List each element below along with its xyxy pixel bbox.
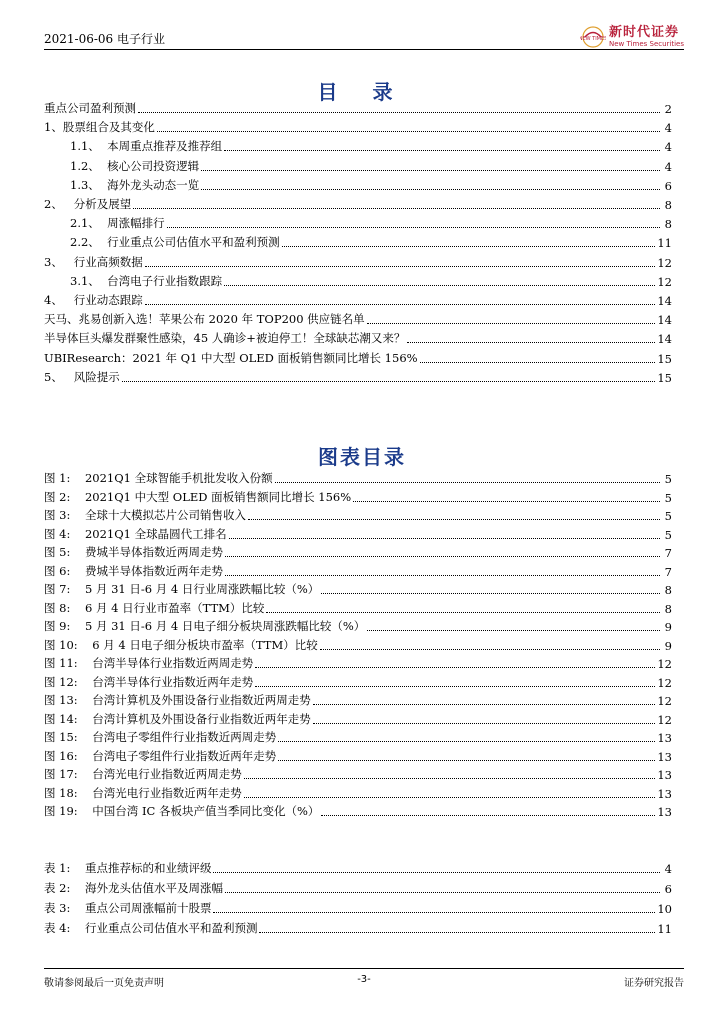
- entry-page: 13: [657, 768, 672, 782]
- toc-entry[interactable]: [44, 785, 672, 801]
- entry-label: 海外龙头动态一览: [99, 177, 200, 192]
- dot-leader: [353, 501, 660, 502]
- entry-page: 6: [664, 178, 672, 193]
- entry-label: 行业重点公司估值水平和盈利预测: [70, 921, 258, 935]
- page-header: [44, 24, 684, 50]
- toc-entry[interactable]: [44, 803, 672, 819]
- entry-page: 8: [664, 601, 672, 616]
- entry-label: 重点公司周涨幅前十股票: [70, 901, 212, 915]
- toc-entry[interactable]: [44, 766, 672, 782]
- footer-disclaimer: 敬请参阅最后一页免责声明: [44, 978, 164, 989]
- entry-page: 10: [657, 902, 672, 916]
- dot-leader: [278, 741, 655, 742]
- dot-leader: [133, 208, 660, 209]
- entry-page: 12: [657, 657, 672, 671]
- entry-number: 图 8:: [44, 600, 71, 615]
- toc-entry[interactable]: [44, 692, 672, 708]
- entry-page: 9: [664, 638, 672, 653]
- toc-entry[interactable]: [44, 489, 672, 505]
- entry-page: 15: [657, 370, 672, 385]
- entry-label: 股票组合及其变化: [62, 120, 155, 135]
- entry-label: 核心公司投资逻辑: [99, 158, 200, 173]
- entry-number: 2.1、: [70, 216, 100, 231]
- dot-leader: [313, 704, 656, 705]
- dot-leader: [244, 797, 656, 798]
- entry-page: 14: [657, 313, 672, 328]
- entry-number: 表 1:: [44, 861, 71, 875]
- toc-entry[interactable]: [44, 158, 672, 174]
- entry-number: 3.1、: [70, 273, 100, 288]
- entry-page: 12: [657, 694, 672, 708]
- toc-entry[interactable]: [44, 119, 672, 135]
- entry-label: 风险提示: [62, 369, 120, 384]
- dot-leader: [282, 246, 656, 247]
- toc-entry[interactable]: [44, 177, 672, 193]
- dot-leader: [278, 760, 655, 761]
- dot-leader: [367, 630, 660, 631]
- entry-label: 本周重点推荐及推荐组: [99, 139, 223, 154]
- entry-page: 4: [664, 159, 672, 174]
- toc-entry[interactable]: [44, 254, 672, 270]
- entry-label: 全球十大模拟芯片公司销售收入: [70, 508, 246, 522]
- entry-number: 图 15:: [44, 730, 78, 744]
- toc-entry[interactable]: [44, 900, 672, 916]
- dot-leader: [213, 912, 655, 913]
- toc-entry[interactable]: [44, 138, 672, 154]
- toc-entry[interactable]: [44, 618, 672, 634]
- entry-number: 图 9:: [44, 619, 71, 633]
- entry-number: 2、: [44, 197, 63, 211]
- entry-page: 15: [657, 351, 672, 366]
- entry-label: 费城半导体指数近两年走势: [70, 563, 223, 578]
- entry-label: 台湾电子零组件行业指数近两周走势: [77, 730, 277, 744]
- dot-leader: [255, 686, 655, 687]
- dot-leader: [229, 538, 660, 539]
- toc-entry[interactable]: [44, 729, 672, 745]
- toc-entry[interactable]: [44, 581, 672, 597]
- dot-leader: [266, 612, 660, 613]
- entry-number: 图 5:: [44, 545, 71, 559]
- toc-entry[interactable]: [44, 880, 672, 896]
- entry-label: 行业动态跟踪: [62, 293, 143, 307]
- entry-page: 5: [664, 509, 672, 523]
- dot-leader: [244, 778, 656, 779]
- entry-number: 表 4:: [44, 921, 71, 935]
- entry-label: 周涨幅排行: [99, 216, 165, 231]
- footer-report-type: 证券研究报告: [624, 978, 684, 989]
- entry-number: 图 6:: [44, 563, 71, 578]
- entry-page: 12: [657, 712, 672, 727]
- entry-page: 11: [657, 922, 672, 936]
- dot-leader: [201, 170, 660, 171]
- header-divider: [44, 49, 684, 50]
- logo-english-name: New Times Securities: [609, 40, 684, 48]
- dot-leader: [224, 150, 660, 151]
- entry-number: 1.3、: [70, 177, 100, 192]
- entry-label: 6 月 4 日行业市盈率（TTM）比较: [70, 600, 265, 615]
- entry-label: 中国台湾 IC 各板块产值当季同比变化（%）: [77, 804, 320, 818]
- entry-page: 2: [664, 102, 672, 116]
- entry-label: 海外龙头估值水平及周涨幅: [70, 881, 223, 895]
- entry-page: 5: [664, 527, 672, 542]
- entry-label: 半导体巨头爆发群聚性感染，45 人确诊+被迫停工！全球缺芯潮又来？: [44, 331, 406, 346]
- toc-entry[interactable]: [44, 544, 672, 560]
- entry-label: 台湾计算机及外围设备行业指数近两周走势: [77, 693, 311, 707]
- toc-entry[interactable]: [44, 311, 672, 327]
- entry-label: 重点推荐标的和业绩评级: [70, 861, 212, 875]
- entry-page: 7: [664, 564, 672, 579]
- entry-label: 台湾半导体行业指数近两周走势: [77, 656, 254, 670]
- logo-mark-icon: [580, 26, 606, 48]
- entry-number: 图 2:: [44, 489, 71, 504]
- entry-page: 12: [657, 255, 672, 270]
- toc-entry[interactable]: [44, 600, 672, 616]
- toc-entry[interactable]: [44, 748, 672, 764]
- entry-label: 5 月 31 日-6 月 4 日电子细分板块周涨跌幅比较（%）: [70, 619, 366, 633]
- entry-label: 6 月 4 日电子细分板块市盈率（TTM）比较: [77, 637, 318, 652]
- entry-label: 台湾电子行业指数跟踪: [99, 273, 223, 288]
- entry-page: 14: [657, 294, 672, 308]
- entry-label: 台湾电子零组件行业指数近两年走势: [77, 748, 277, 763]
- toc-entry[interactable]: [44, 507, 672, 523]
- toc-entry[interactable]: [44, 273, 672, 289]
- entry-label: 5 月 31 日-6 月 4 日行业周涨跌幅比较（%）: [70, 582, 320, 596]
- toc-entry[interactable]: [44, 330, 672, 346]
- entry-number: 图 7:: [44, 582, 71, 596]
- entry-label: 台湾计算机及外围设备行业指数近两年走势: [77, 711, 311, 726]
- entry-page: 6: [664, 882, 672, 896]
- entry-number: 图 3:: [44, 508, 71, 522]
- dot-leader: [367, 323, 656, 324]
- entry-number: 图 13:: [44, 693, 78, 707]
- entry-number: 图 12:: [44, 674, 78, 689]
- page-number: -3-: [357, 974, 371, 985]
- logo-chinese-name: 新时代证券: [609, 25, 680, 40]
- entry-label: 行业高频数据: [62, 254, 143, 269]
- toc-title: 目 录: [317, 80, 407, 104]
- entry-page: 8: [664, 217, 672, 232]
- entry-page: 4: [664, 121, 672, 136]
- toc-entry[interactable]: [44, 215, 672, 231]
- entry-number: 图 10:: [44, 637, 78, 652]
- dot-leader: [225, 575, 660, 576]
- entry-number: 图 1:: [44, 471, 71, 485]
- entry-label: 2021Q1 中大型 OLED 面板销售额同比增长 156%: [70, 489, 352, 504]
- entry-page: 4: [664, 140, 672, 155]
- toc-entry[interactable]: [44, 674, 672, 690]
- entry-label: 台湾半导体行业指数近两年走势: [77, 674, 254, 689]
- entry-number: 5、: [44, 369, 63, 384]
- entry-page: 4: [664, 862, 672, 876]
- entry-label: UBIResearch：2021 年 Q1 中大型 OLED 面板销售额同比增长 156%: [44, 350, 418, 365]
- entry-number: 图 18:: [44, 785, 78, 800]
- entry-label: 台湾光电行业指数近两年走势: [77, 785, 242, 800]
- dot-leader: [213, 872, 660, 873]
- dot-leader: [224, 285, 655, 286]
- entry-number: 图 11:: [44, 656, 78, 670]
- entry-page: 12: [657, 675, 672, 690]
- dot-leader: [259, 932, 655, 933]
- toc-entry[interactable]: [44, 100, 672, 116]
- dot-leader: [420, 362, 656, 363]
- toc-entry[interactable]: [44, 711, 672, 727]
- toc-entry[interactable]: [44, 350, 672, 366]
- entry-page: 8: [664, 198, 672, 212]
- dot-leader: [320, 649, 660, 650]
- entry-number: 4、: [44, 293, 63, 307]
- toc-entry[interactable]: [44, 526, 672, 542]
- toc-entry[interactable]: [44, 470, 672, 486]
- dot-leader: [321, 815, 655, 816]
- entry-label: 台湾光电行业指数近两周走势: [77, 767, 242, 781]
- toc-entry[interactable]: [44, 655, 672, 671]
- entry-number: 图 19:: [44, 804, 78, 818]
- entry-label: 2021Q1 全球智能手机批发收入份额: [70, 471, 273, 485]
- dot-leader: [248, 519, 660, 520]
- entry-number: 1.2、: [70, 158, 100, 173]
- dot-leader: [225, 556, 660, 557]
- entry-page: 13: [657, 749, 672, 764]
- dot-leader: [201, 189, 660, 190]
- dot-leader: [255, 667, 655, 668]
- dot-leader: [157, 131, 660, 132]
- entry-number: 3、: [44, 254, 63, 269]
- figure-toc-title: 图表目录: [318, 445, 406, 469]
- dot-leader: [167, 227, 660, 228]
- entry-page: 7: [664, 546, 672, 560]
- entry-page: 12: [657, 274, 672, 289]
- entry-page: 8: [664, 583, 672, 597]
- entry-label: 2021Q1 全球晶圆代工排名: [70, 526, 227, 541]
- entry-page: 5: [664, 472, 672, 486]
- toc-entry[interactable]: [44, 920, 672, 936]
- entry-label: 分析及展望: [62, 197, 132, 211]
- toc-entry[interactable]: [44, 860, 672, 876]
- toc-entry[interactable]: [44, 369, 672, 385]
- dot-leader: [145, 304, 656, 305]
- dot-leader: [407, 342, 655, 343]
- entry-label: 天马、兆易创新入选！苹果公布 2020 年 TOP200 供应链名单: [44, 312, 365, 327]
- entry-number: 1.1、: [70, 139, 100, 154]
- header-date-industry: 2021-06-06 电子行业: [44, 32, 166, 46]
- entry-number: 表 3:: [44, 901, 71, 915]
- dot-leader: [122, 381, 656, 382]
- entry-label: 费城半导体指数近两周走势: [70, 545, 223, 559]
- logo-mark-text: NEW TIMES: [580, 36, 606, 42]
- company-logo: [580, 24, 684, 50]
- entry-label: 行业重点公司估值水平和盈利预测: [99, 235, 280, 250]
- entry-number: 2.2、: [70, 235, 100, 250]
- entry-page: 13: [657, 731, 672, 745]
- dot-leader: [138, 112, 660, 113]
- dot-leader: [145, 266, 656, 267]
- toc-entry[interactable]: [44, 196, 672, 212]
- entry-page: 11: [657, 236, 672, 251]
- entry-number: 图 14:: [44, 711, 78, 726]
- toc-entry[interactable]: [44, 292, 672, 308]
- entry-number: 表 2:: [44, 881, 71, 895]
- entry-number: 1、: [44, 120, 63, 135]
- dot-leader: [313, 723, 656, 724]
- entry-page: 14: [657, 332, 672, 347]
- entry-page: 13: [657, 805, 672, 819]
- footer-divider: [44, 968, 684, 969]
- entry-label: 重点公司盈利预测: [44, 101, 136, 115]
- toc-entry[interactable]: [44, 234, 672, 250]
- entry-number: 图 17:: [44, 767, 78, 781]
- toc-entry[interactable]: [44, 637, 672, 653]
- dot-leader: [321, 593, 660, 594]
- entry-number: 图 16:: [44, 748, 78, 763]
- toc-entry[interactable]: [44, 563, 672, 579]
- entry-number: 图 4:: [44, 526, 71, 541]
- dot-leader: [275, 482, 660, 483]
- entry-page: 5: [664, 490, 672, 505]
- dot-leader: [225, 892, 660, 893]
- entry-page: 13: [657, 786, 672, 801]
- entry-page: 9: [664, 620, 672, 634]
